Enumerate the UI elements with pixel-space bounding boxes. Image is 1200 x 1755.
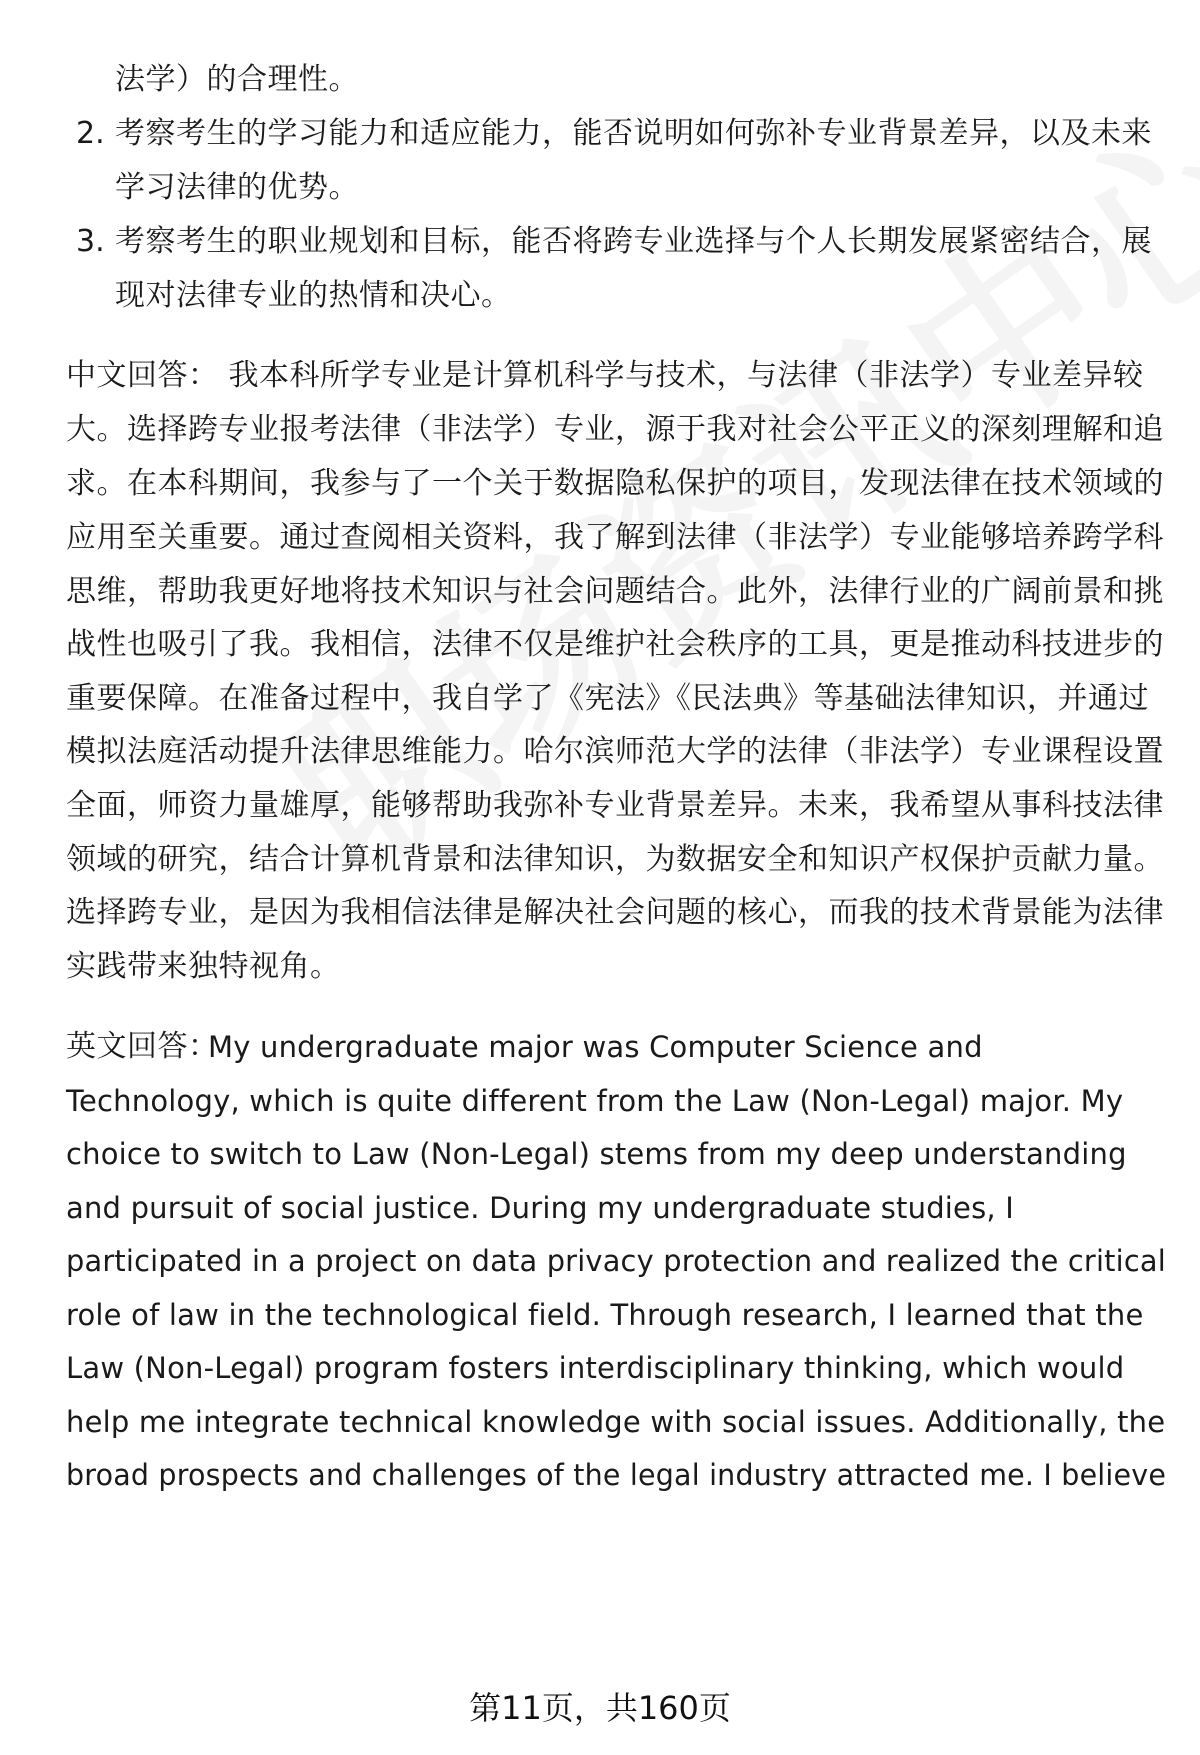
english-answer-line: Law (Non-Legal) program fosters interdisciplinary thinking, which would [66, 1351, 1125, 1385]
list-item-2-line: 考察考生的学习能力和适应能力，能否说明如何弥补专业背景差异，以及未来 [115, 116, 1152, 151]
english-answer-line: participated in a project on data privacy protection and realized the critical [66, 1244, 1166, 1278]
list-item-3-line: 考察考生的职业规划和目标，能否将跨专业选择与个人长期发展紧密结合，展 [115, 224, 1152, 259]
chinese-answer-line: 重要保障。在准备过程中，我自学了《宪法》《民法典》等基础法律知识，并通过 [66, 681, 1149, 716]
chinese-answer-line: 求。在本科期间，我参与了一个关于数据隐私保护的项目，发现法律在技术领域的 [66, 466, 1164, 501]
page-number-footer: 第11页，共160页 [469, 1689, 731, 1727]
chinese-answer-line: 中文回答： 我本科所学专业是计算机科学与技术，与法律（非法学）专业差异较 [66, 358, 1144, 393]
english-answer-line: broad prospects and challenges of the legal industry attracted me. I believe [66, 1458, 1167, 1492]
chinese-answer-line: 全面，师资力量雄厚，能够帮助我弥补专业背景差异。未来，我希望从事科技法律 [66, 788, 1164, 823]
list-item-2-number: 2. [76, 116, 105, 151]
english-answer-line: choice to switch to Law (Non-Legal) stems from my deep understanding [66, 1137, 1127, 1171]
english-answer-line: role of law in the technological field. Through research, I learned that the [66, 1298, 1144, 1332]
list-item-3-number: 3. [76, 224, 105, 259]
chinese-answer-line: 战性也吸引了我。我相信，法律不仅是维护社会秩序的工具，更是推动科技进步的 [66, 627, 1164, 662]
chinese-answer-line: 思维，帮助我更好地将技术知识与社会问题结合。此外，法律行业的广阔前景和挑 [66, 574, 1164, 609]
english-answer-line: My undergraduate major was Computer Science and [208, 1030, 983, 1064]
english-answer-label: 英文回答： [66, 1029, 219, 1064]
chinese-answer-line: 应用至关重要。通过查阅相关资料，我了解到法律（非法学）专业能够培养跨学科 [66, 520, 1164, 555]
list-item-3-line: 现对法律专业的热情和决心。 [115, 278, 512, 313]
chinese-answer-line: 实践带来独特视角。 [66, 949, 341, 984]
chinese-answer-line: 模拟法庭活动提升法律思维能力。哈尔滨师范大学的法律（非法学）专业课程设置 [66, 734, 1164, 769]
list-item-1-tail: 法学）的合理性。 [115, 62, 359, 97]
english-answer-line: and pursuit of social justice. During my undergraduate studies, I [66, 1191, 1014, 1225]
list-item-2-line: 学习法律的优势。 [115, 170, 359, 205]
chinese-answer-line: 领域的研究，结合计算机背景和法律知识，为数据安全和知识产权保护贡献力量。 [66, 842, 1164, 877]
chinese-answer-line: 大。选择跨专业报考法律（非法学）专业，源于我对社会公平正义的深刻理解和追 [66, 412, 1164, 447]
english-answer-line: help me integrate technical knowledge with social issues. Additionally, the [66, 1405, 1166, 1439]
english-answer-line: Technology, which is quite different from the Law (Non-Legal) major. My [66, 1084, 1124, 1118]
chinese-answer-line: 选择跨专业，是因为我相信法律是解决社会问题的核心，而我的技术背景能为法律 [66, 895, 1164, 930]
